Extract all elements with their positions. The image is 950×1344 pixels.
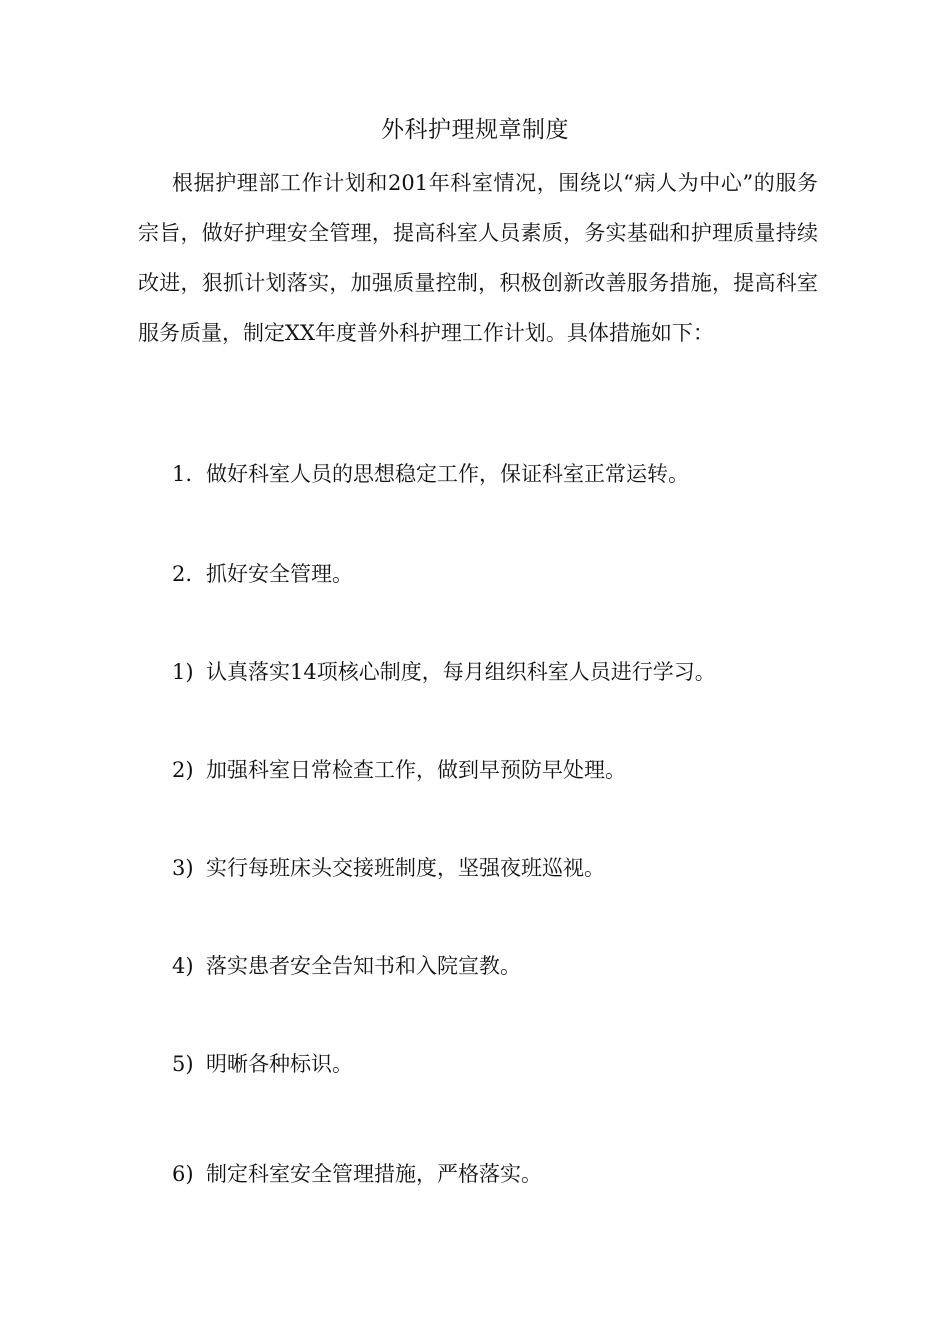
document-title: 外科护理规章制度 xyxy=(381,117,569,143)
item-number: 2) xyxy=(172,758,194,782)
item-number: 6) xyxy=(172,1162,194,1186)
item-number: 5) xyxy=(172,1052,194,1076)
list-item xyxy=(172,458,812,490)
list-item xyxy=(172,754,812,786)
item-text: 加强科室日常检查工作，做到早预防早处理。 xyxy=(206,758,626,782)
item-text: 做好科室人员的思想稳定工作，保证科室正常运转。 xyxy=(206,462,689,486)
item-number: 1) xyxy=(172,660,194,684)
item-text: 制定科室安全管理措施，严格落实。 xyxy=(206,1162,542,1186)
list-item xyxy=(172,1158,812,1190)
list-item xyxy=(172,656,812,688)
list-item xyxy=(172,558,812,590)
item-number: 2. xyxy=(172,562,193,586)
intro-paragraph: 根据护理部工作计划和201年科室情况，围绕以“病人为中心”的服务宗旨，做好护理安全管理，提高科室人员素质，务实基础和护理质量持续改进，狠抓计划落实，加强质量控制，积极创新改善服务措施，提高科室服务质量，制定XX年度普外科护理工作计划。具体措施如下： xyxy=(138,171,818,345)
item-text: 明晰各种标识。 xyxy=(206,1052,353,1076)
item-text: 抓好安全管理。 xyxy=(206,562,353,586)
list-item xyxy=(172,1048,812,1080)
item-text: 认真落实14项核心制度，每月组织科室人员进行学习。 xyxy=(206,660,716,684)
list-item xyxy=(172,852,812,884)
item-text: 实行每班床头交接班制度，坚强夜班巡视。 xyxy=(206,856,605,880)
item-number: 3) xyxy=(172,856,194,880)
item-text: 落实患者安全告知书和入院宣教。 xyxy=(206,954,521,978)
item-number: 1. xyxy=(172,462,193,486)
list-item xyxy=(172,950,812,982)
item-number: 4) xyxy=(172,954,194,978)
